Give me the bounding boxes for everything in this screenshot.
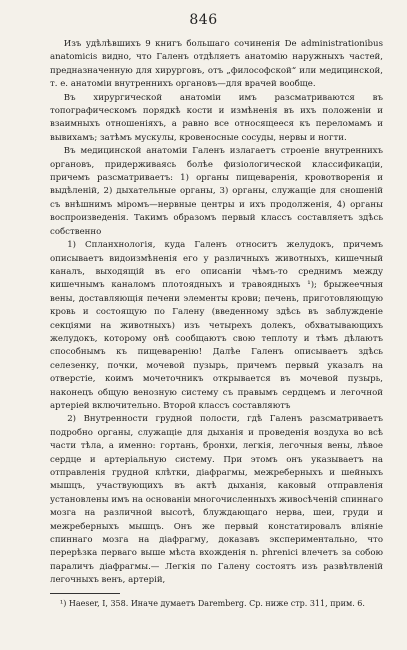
footnote: ¹) Haeser, I, 358. Иначе думаетъ Daremberg. Ср. ниже стр. 311, прим. 6. xyxy=(60,599,365,608)
paragraph-1: Изъ удѣлѣвшихъ 9 книгъ большаго сочиненія De administrationibus anatomicis видно, что Галенъ отдѣляетъ анатомію наружныхъ частей, предназначенную для хирурговъ, отъ „философской“ или медицинской, т. е. анатоміи внутреннихъ органовъ—для врачей вообще. xyxy=(50,39,383,90)
footnote-divider xyxy=(50,593,120,594)
page-body xyxy=(50,38,383,588)
paragraph-2: Въ хирургической анатоміи имъ разсматриваются въ топографическомъ порядкѣ кости и измѣненія въ ихъ положеніи и взаимныхъ отношеніяхъ, а равно все относящееся къ переломамъ и вывихамъ; затѣмъ мускулы, кровеносные сосуды, нервы и ногти. xyxy=(50,92,383,143)
paragraph-4: 1) Спланхнологія, куда Галенъ относитъ желудокъ, причемъ описываетъ видоизмѣненія его у различныхъ животныхъ, кишечный каналъ, выходящій въ его описаніи чѣмъ-то среднимъ между кишечнымъ каналомъ плотоядныхъ и травоядныхъ ¹); брыжеечныя вены, доставляющія печени элементы крови; печень, приготовляющую кровь и состоящую по Галену (введенному здѣсь въ заблужденіе секціями на животныхъ) изъ четырехъ долекъ, обхватывающихъ желудокъ, которому онѣ сообщаютъ свою теплоту и тѣмъ дѣлаютъ способнымъ къ пищеваренію! Далѣе Галенъ описываетъ здѣсь селезенку, почки, мочевой пузырь, причемъ первый указалъ на отверстіе, коимъ мочеточникъ открывается въ мочевой пузырь, наконецъ общую венозную систему съ правымъ сердцемъ и легочной артеріей включительно. Второй классъ составляютъ xyxy=(50,240,383,411)
page-number: 846 xyxy=(189,12,218,28)
paragraph-5: 2) Внутренности грудной полости, гдѣ Галенъ разсматриваетъ подробно органы, служащіе для дыханія и проведенія воздуха во всѣ части тѣла, а именно: гортань, бронхи, легкія, легочныя вены, лѣвое сердце и артеріальную систему. При этомъ онъ указываетъ на отправленія грудной клѣтки, діафрагмы, межреберныхъ и шейныхъ мышцъ, участвующихъ въ актѣ дыханія, каковый отправленія установлены имъ на основаніи многочисленныхъ живосѣченій спиннаго мозга на различной высотѣ, блуждающаго нерва, шеи, груди и межреберныхъ мышцъ. Онъ же первый констатировалъ вліяніе спиннаго мозга на діафрагму, доказавъ экспериментально, что перерѣзка перваго выше мѣста вхожденія n. phrenici влечетъ за собою параличъ діафрагмы.— Легкія по Галену состоятъ изъ развѣтвленій легочныхъ венъ, артерій, xyxy=(50,414,383,586)
paragraph-3: Въ медицинской анатоміи Галенъ излагаетъ строеніе внутреннихъ органовъ, придерживаясь болѣе физіологической классификаціи, причемъ разсматриваетъ: 1) органы пищеваренія, кровотворенія и выдѣленій, 2) дыхательные органы, 3) органы, служащіе для сношеній съ внѣшнимъ міромъ—нервные центры и ихъ продолженія, 4) органы воспроизведенія. Такимъ образомъ первый классъ составляетъ здѣсь собственно xyxy=(50,146,383,237)
